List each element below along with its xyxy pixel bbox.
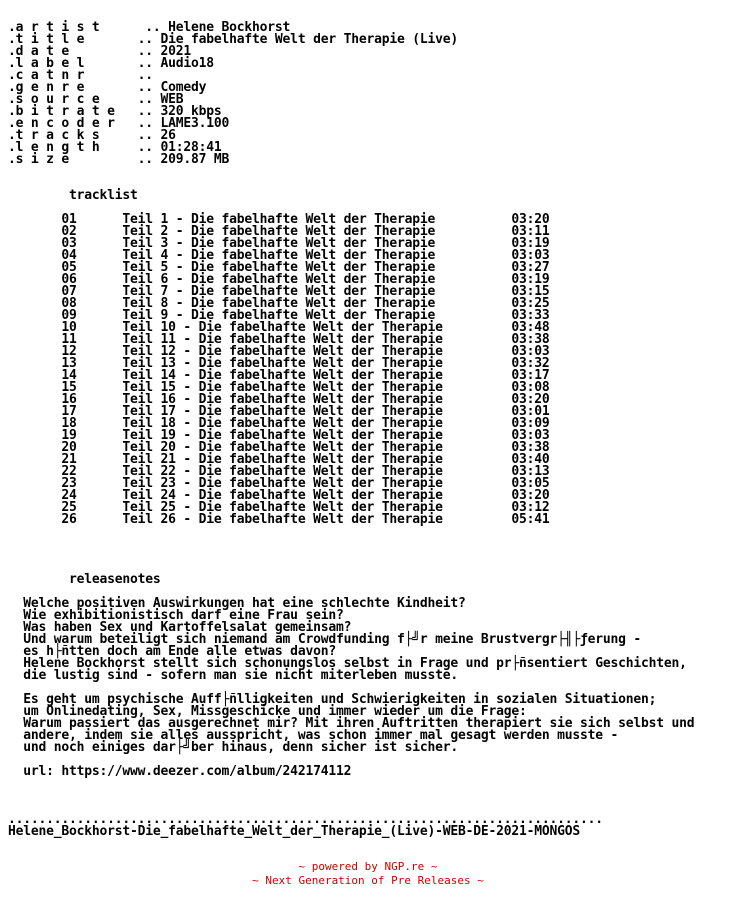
nfo-text: .a r t i s t .. Helene Bockhorst .t i t l e .. Die fabelhafte Welt der Therapie (Live) .d a t e .. 2021 .l a b e l .. Audio18 .c a t n r .. .g e n r e .. Comedy .s o u r c e .. WEB .b i t r a t e .. 320 kbps .e n c o d e r .. LAME3.100 .t r a c k s .. 26 .l e n g t h .. 01:28:41 .s i z e .. 209.87 MB tracklist 01 Teil 1 - Die fabelhafte Welt der Therapie 03:20 02 Teil 2 - Die fabelhafte Welt der Therapie 03:11 03 Teil 3 - Die fabelhafte Welt der Therapie 03:19 04 Teil 4 - Die fabelhafte Welt der Therapie 03:03 05 Teil 5 - Die fabelhafte Welt der Therapie 03:27 06 Teil 6 - Die fabelhafte Welt der Therapie 03:19 07 Teil 7 - Die fabelhafte Welt der Therapie 03:15 08 Teil 8 - Die fabelhafte Welt der Therapie 03:25 09 Teil 9 - Die fabelhafte Welt der Therapie 03:33 10 Teil 10 - Die fabelhafte Welt der Therapie 03:48 11 Teil 11 - Die fabelhafte Welt der Therapie 03:38 12 Teil 12 - Die fabelhafte Welt der Therapie 03:03 13 Teil 13 - Die fabelhafte Welt der Therapie 03:32 14 Teil 14 - Die fabelhafte Welt der Therapie 03:17 15 Teil 15 - Die fabelhafte Welt der Therapie 03:08 16 Teil 16 - Die fabelhafte Welt der Therapie 03:20 17 Teil 17 - Die fabelhafte Welt der Therapie 03:01 18 Teil 18 - Die fabelhafte Welt der Therapie 03:09 19 Teil 19 - Die fabelhafte Welt der Therapie 03:03 20 Teil 20 - Die fabelhafte Welt der Therapie 03:38 21 Teil 21 - Die fabelhafte Welt der Therapie 03:40 22 Teil 22 - Die fabelhafte Welt der Therapie 03:13 23 Teil 23 - Die fabelhafte Welt der Therapie 03:05 24 Teil 24 - Die fabelhafte Welt der Therapie 03:20 25 Teil 25 - Die fabelhafte Welt der Therapie 03:12 26 Teil 26 - Die fabelhafte Welt der Therapie 05:41 releasenotes Welche positiven Auswirkungen hat eine schlechte Kindheit? Wie exhibitionistisch darf eine Frau sein? Was haben Sex und Kartoffelsalat gemeinsam? Und warum beteiligt sich niemand am Crowdfunding f├╝r meine Brustvergr├╢├ƒerung - es h├ñtten doch am Ende alle etwas davon? Helene Bockhorst stellt sich schonungslos selbst in Frage und pr├ñsentiert Geschichten, die lustig sind - sofern man sie nicht miterleben musste. Es geht um psychische Auff├ñlligkeiten und Schwierigkeiten in sozialen Situationen; um Onlinedating, Sex, Missgeschicke und immer wieder um die Frage: Warum passiert das ausgerechnet mir? Mit ihren Auftritten therapiert sie sich selbst und andere, indem sie alles ausspricht, was schon immer mal gesagt werden musste - und noch einiges dar├╝ber hinaus, denn sicher ist sicher. url: https://www.deezer.com/album/242174112 .............................................................................. Helene_Bockhorst-Die_fabelhafte_Welt_der_Therapie_(Live)-WEB-DE-2021-MONGOS	[8, 20, 695, 839]
footer	[0, 860, 736, 888]
footer-tagline: ~ Next Generation of Pre Releases ~	[252, 874, 484, 887]
footer-powered-by: ~ powered by NGP.re ~	[298, 860, 438, 873]
